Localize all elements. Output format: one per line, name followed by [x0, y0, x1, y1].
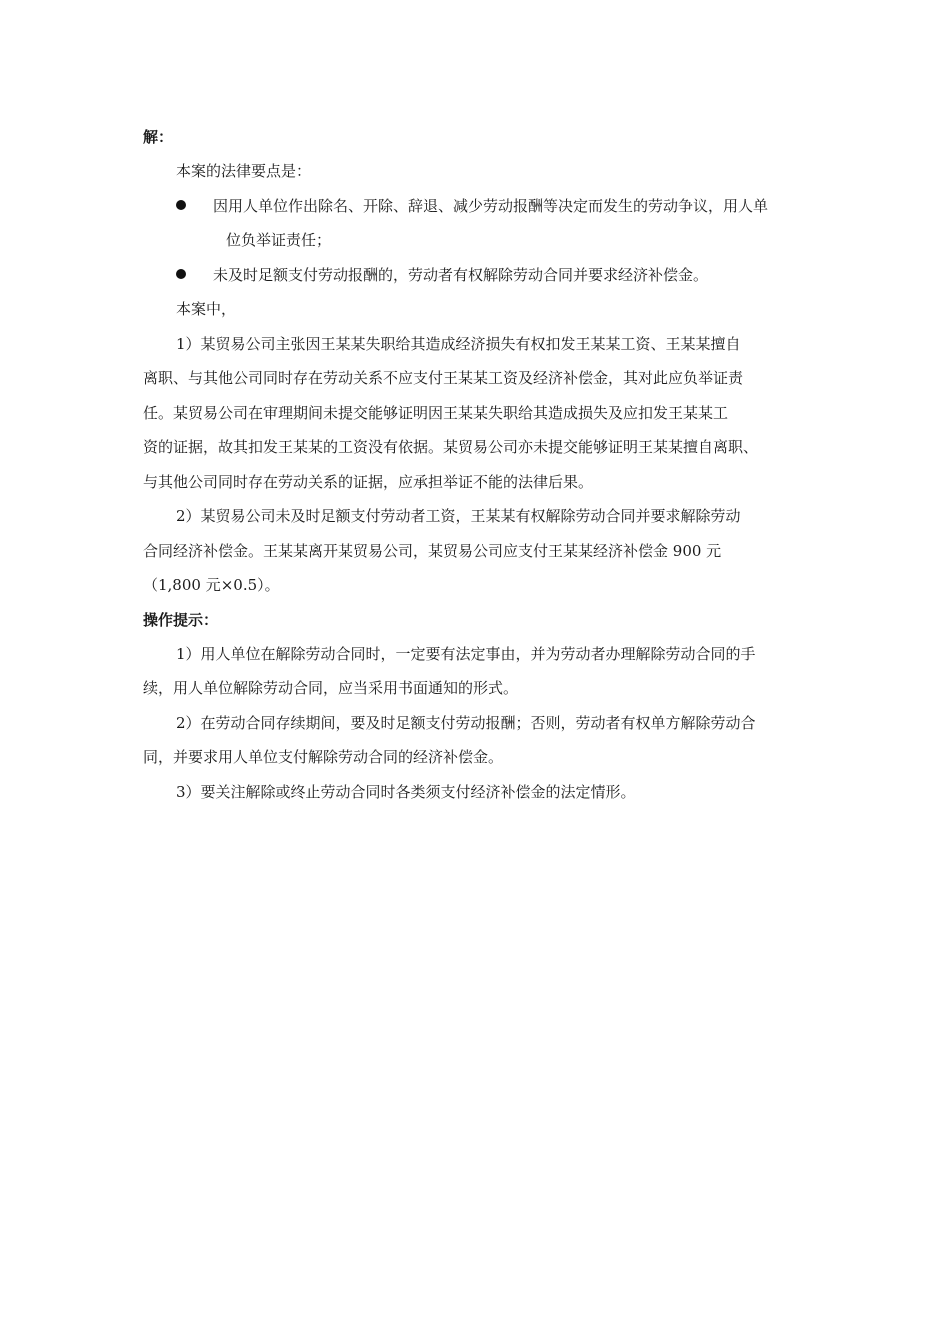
tip-item-1 — [143, 637, 823, 706]
bullet-text — [213, 189, 768, 258]
tips-heading: 操作提示： — [143, 610, 219, 629]
tip-line: 同，并要求用人单位支付解除劳动合同的经济补偿金。 — [143, 748, 504, 766]
bullet-line: 因用人单位作出除名、开除、辞退、减少劳动报酬等决定而发生的劳动争议，用人单 — [213, 196, 769, 215]
document-page — [143, 120, 823, 809]
tip-line: 1）用人单位在解除劳动合同时，一定要有法定事由，并为劳动者办理解除劳动合同的手 — [176, 644, 756, 663]
bullet-item — [143, 189, 823, 258]
tip-line: 续，用人单位解除劳动合同，应当采用书面通知的形式。 — [143, 679, 519, 697]
bullet-text — [213, 258, 708, 293]
bullet-icon — [176, 189, 213, 224]
paragraph-line: 资的证据，故其扣发王某某的工资没有依据。某贸易公司亦未提交能够证明王某某擅自离职、 — [143, 438, 759, 456]
analysis-heading: 解： — [143, 128, 174, 146]
paragraph-line: 1）某贸易公司主张因王某某失职给其造成经济损失有权扣发王某某工资、王某某擅自 — [176, 334, 741, 353]
bullet-line: 位负举证责任； — [226, 231, 332, 249]
paragraph-line: （1,800 元×0.5）。 — [143, 576, 280, 594]
paragraph-line: 2）某贸易公司未及时足额支付劳动者工资，王某某有权解除劳动合同并要求解除劳动 — [176, 507, 741, 525]
paragraph-2 — [143, 499, 823, 603]
tip-item-3 — [143, 775, 823, 810]
bullet-line: 未及时足额支付劳动报酬的，劳动者有权解除劳动合同并要求经济补偿金。 — [213, 265, 709, 284]
bullet-item — [143, 258, 823, 293]
bullet-icon — [176, 258, 213, 293]
tip-line: 2）在劳动合同存续期间，要及时足额支付劳动报酬；否则，劳动者有权单方解除劳动合 — [176, 713, 756, 732]
case-intro: 本案中， — [176, 300, 237, 318]
tip-item-2 — [143, 706, 823, 775]
paragraph-line: 与其他公司同时存在劳动关系的证据，应承担举证不能的法律后果。 — [143, 472, 594, 491]
analysis-intro: 本案的法律要点是： — [176, 162, 312, 180]
paragraph-line: 合同经济补偿金。王某某离开某贸易公司，某贸易公司应支付王某某经济补偿金 900 元 — [143, 541, 722, 560]
paragraph-line: 任。某贸易公司在审理期间未提交能够证明因王某某失职给其造成损失及应扣发王某某工 — [143, 403, 729, 422]
paragraph-1 — [143, 327, 823, 500]
tip-line: 3）要关注解除或终止劳动合同时各类须支付经济补偿金的法定情形。 — [176, 782, 636, 801]
paragraph-line: 离职、与其他公司同时存在劳动关系不应支付王某某工资及经济补偿金，其对此应负举证责 — [143, 369, 744, 387]
